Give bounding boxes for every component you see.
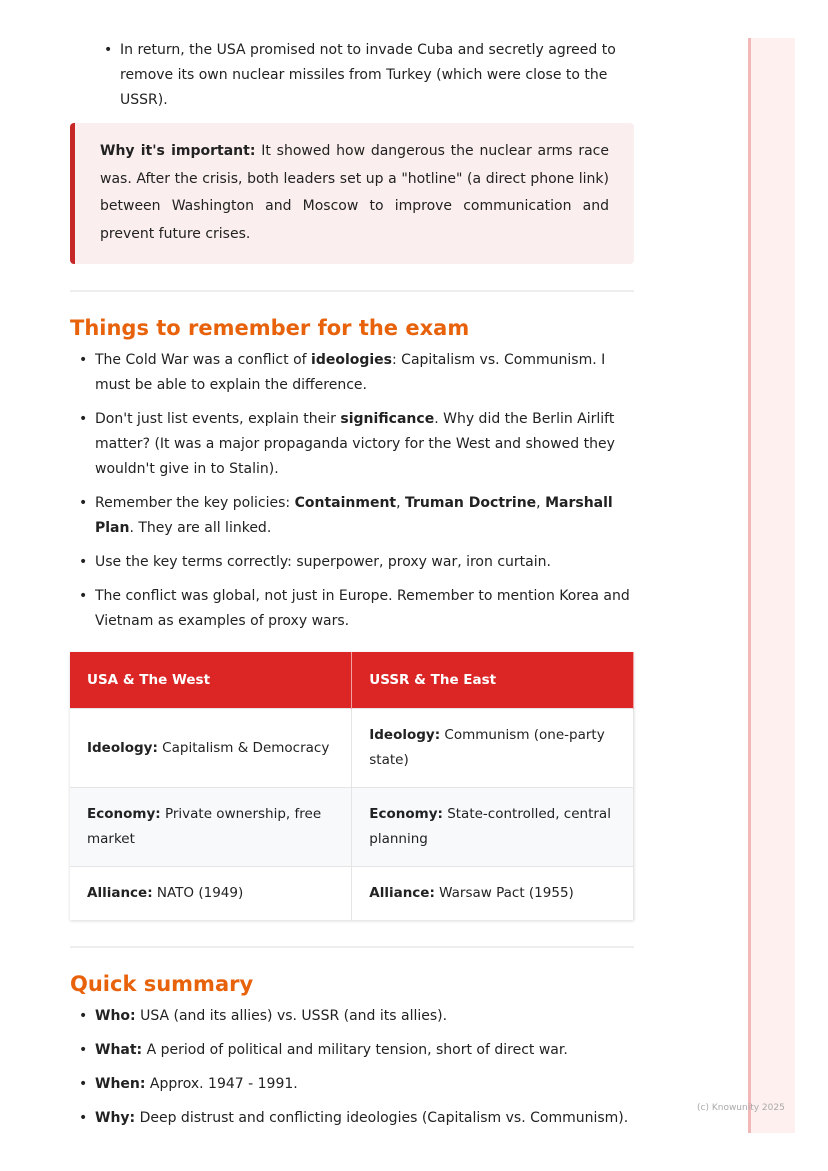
table-row: Ideology: Capitalism & Democracy Ideology: Communism (one-party state) (70, 709, 634, 788)
list-item: • Remember the key policies: Containment, Truman Doctrine, Marshall Plan. They are all linked. (95, 491, 634, 541)
list-item: • In return, the USA promised not to invade Cuba and secretly agreed to remove its own nuclear missiles from Turkey (which were close to the USSR). (120, 38, 634, 113)
page-content (70, 38, 634, 1140)
list-item: • Use the key terms correctly: superpower, proxy war, iron curtain. (95, 550, 634, 575)
table-row: Economy: Private ownership, free market Economy: State-controlled, central planning (70, 788, 634, 867)
table-row: Alliance: NATO (1949) Alliance: Warsaw Pact (1955) (70, 867, 634, 921)
summary-heading: Quick summary (70, 972, 254, 996)
comparison-table (70, 652, 634, 920)
exam-heading: Things to remember for the exam (70, 316, 470, 340)
divider (70, 290, 634, 292)
side-panel (748, 38, 795, 1133)
list-item: • When: Approx. 1947 - 1991. (95, 1072, 634, 1097)
divider (70, 946, 634, 948)
intro-list (70, 38, 634, 113)
list-item: • Why: Deep distrust and conflicting ideologies (Capitalism vs. Communism). (95, 1106, 634, 1131)
exam-list (70, 348, 634, 634)
list-item: • Don't just list events, explain their significance. Why did the Berlin Airlift matter? (It was a major propaganda victory for the West and showed they wouldn't give in to Stalin). (95, 407, 634, 482)
list-item: • The conflict was global, not just in Europe. Remember to mention Korea and Vietnam as examples of proxy wars. (95, 584, 634, 634)
list-item: • Who: USA (and its allies) vs. USSR (and its allies). (95, 1004, 634, 1029)
callout-text: It showed how dangerous the nuclear arms race was. After the crisis, both leaders set up a "hotline" (a direct phone link) between Washington and Moscow to improve communication and prevent future crises. (100, 143, 609, 242)
list-item: • The Cold War was a conflict of ideologies: Capitalism vs. Communism. I must be able to explain the difference. (95, 348, 634, 398)
importance-callout (70, 123, 634, 264)
copyright: (c) Knowunity 2025 (697, 1103, 785, 1113)
summary-list (70, 1004, 634, 1131)
list-item: • What: A period of political and military tension, short of direct war. (95, 1038, 634, 1063)
table-header: USSR & The East (352, 652, 634, 709)
callout-label: Why it's important: (100, 143, 256, 159)
table-header: USA & The West (70, 652, 352, 709)
